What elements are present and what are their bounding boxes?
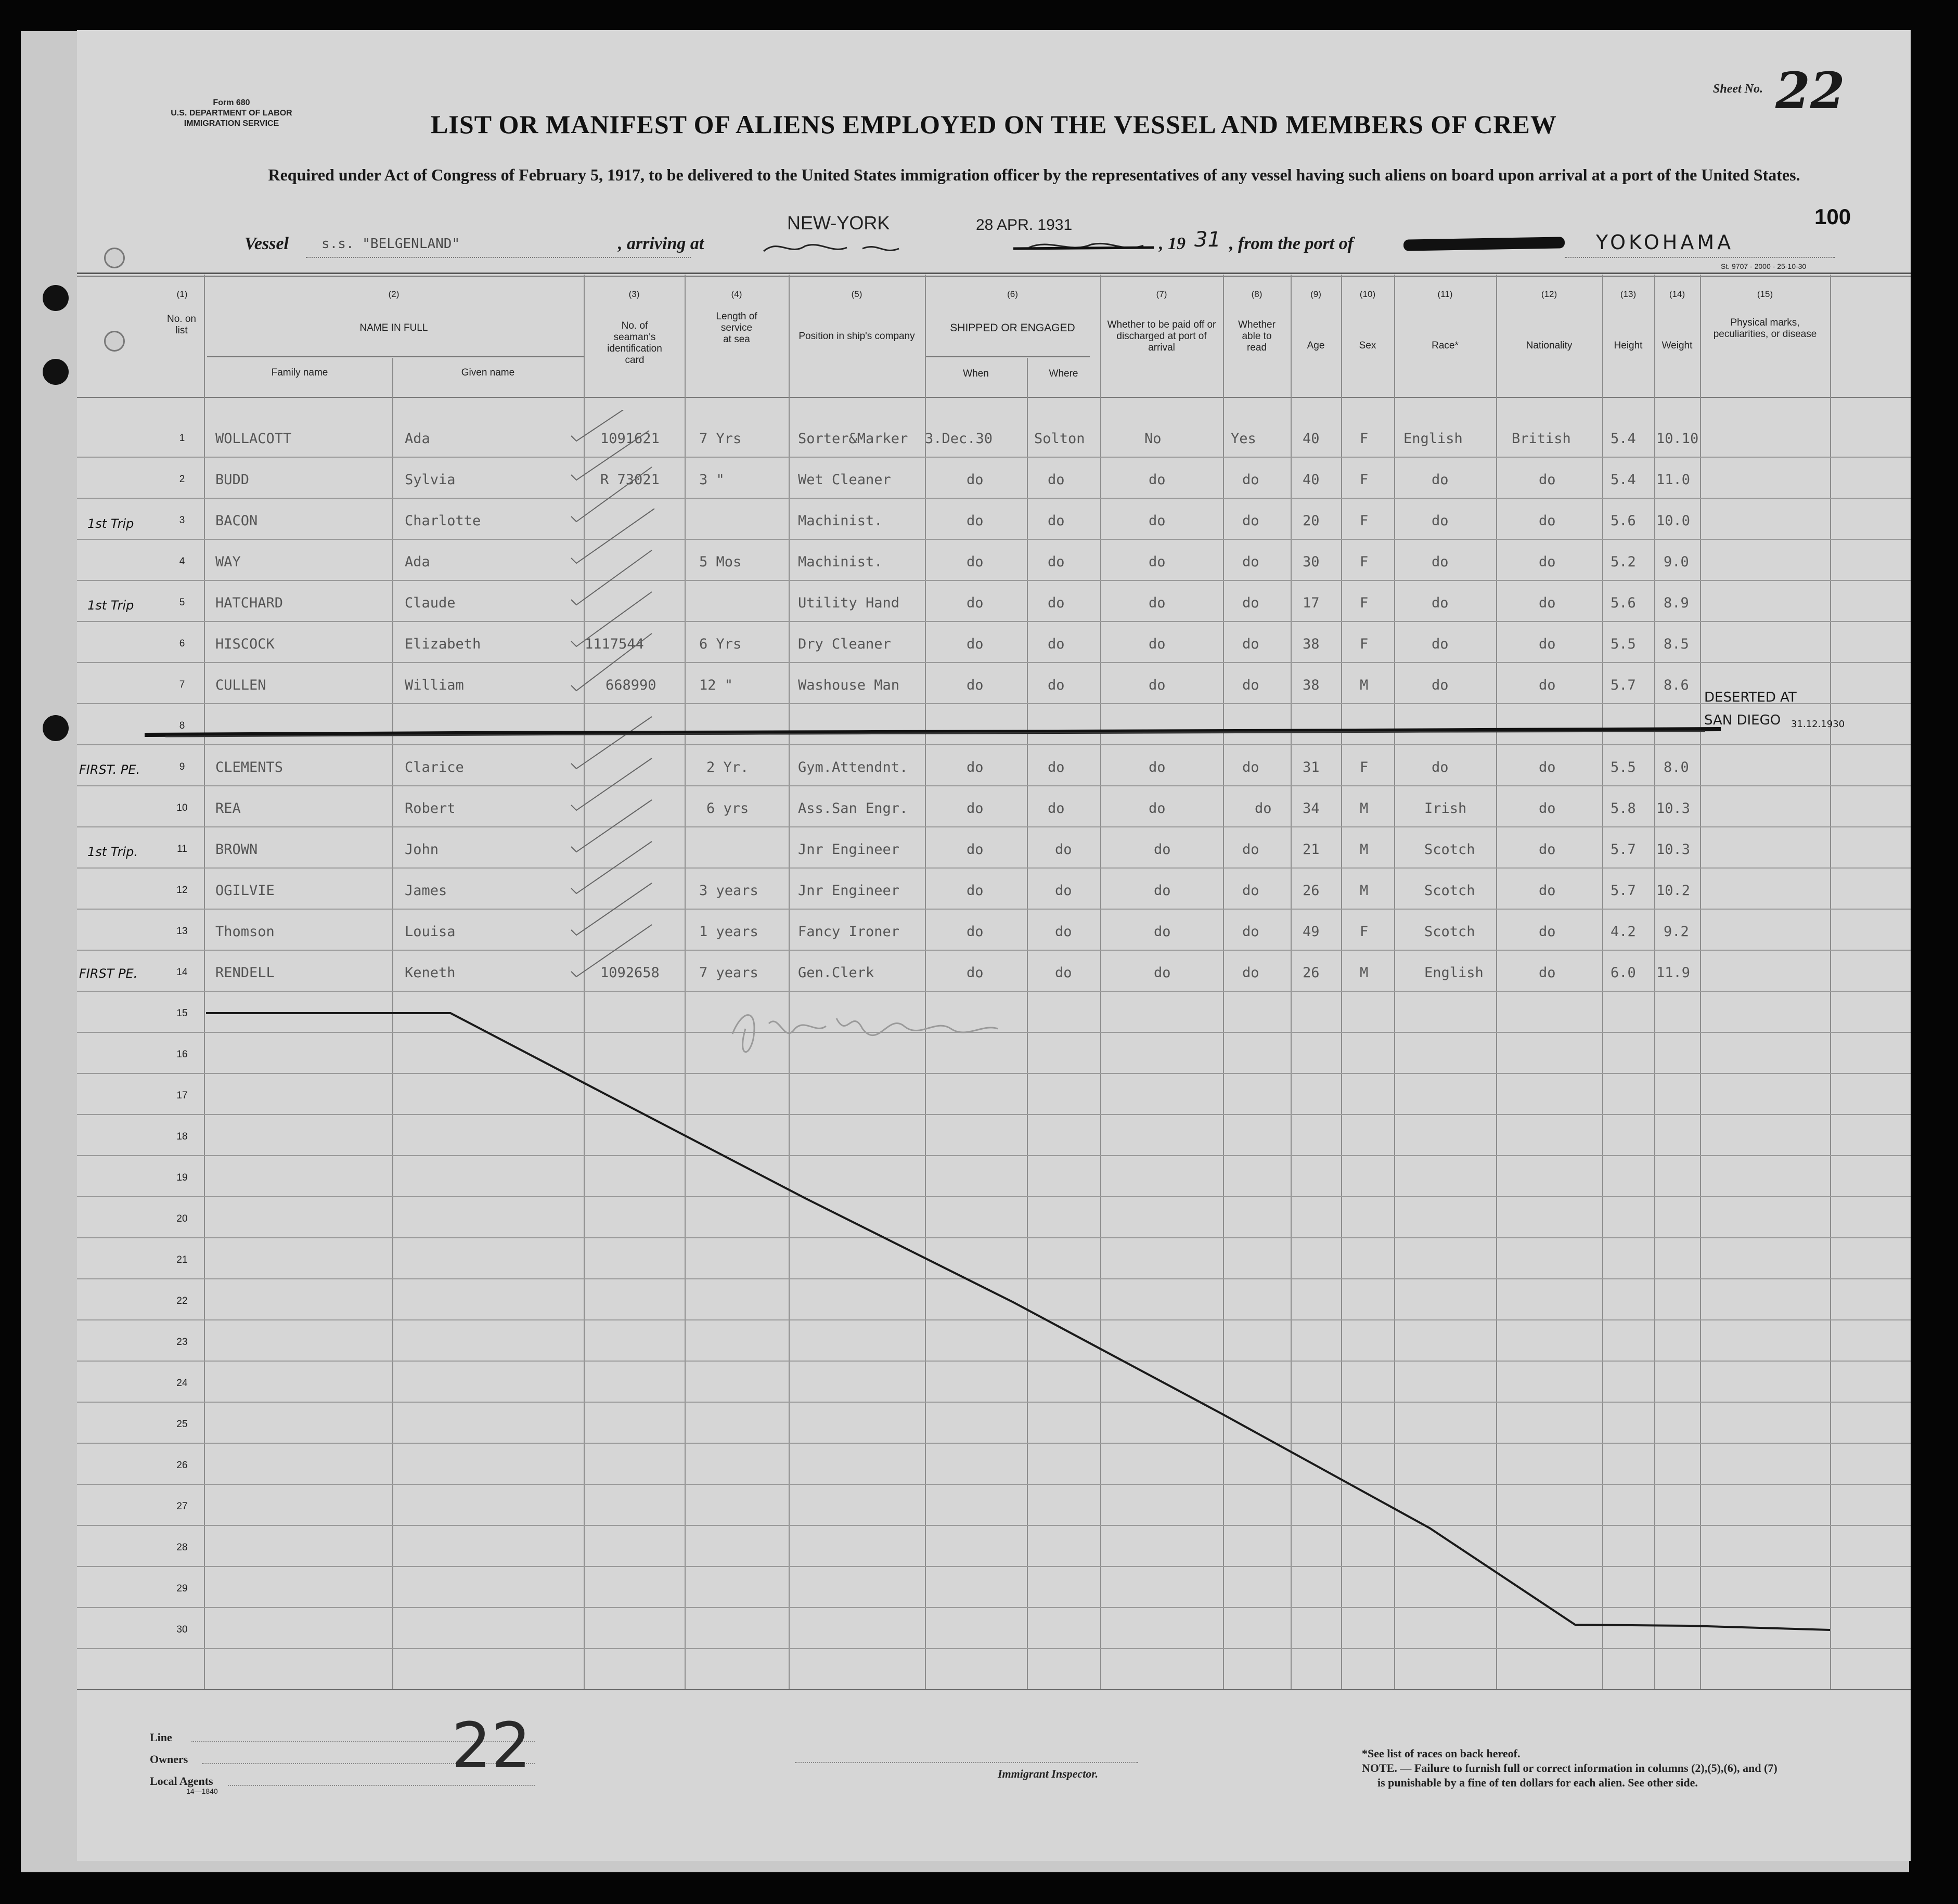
margin-note: FIRST PE.: [79, 966, 138, 981]
arriving-port: NEW-YORK: [787, 212, 890, 234]
row-number: 10: [176, 802, 188, 813]
weight: 10.3: [1656, 841, 1691, 858]
sheet-number: 22: [1775, 61, 1845, 120]
paid-off: do: [1149, 800, 1166, 817]
age: 26: [1303, 883, 1320, 899]
family-name: HISCOCK: [215, 636, 275, 652]
row-number: 3: [179, 515, 185, 526]
sex: M: [1360, 800, 1369, 817]
service-name: IMMIGRATION SERVICE: [184, 119, 279, 128]
service-length: 5 Mos: [699, 554, 742, 570]
footer-sheet-number: 22: [452, 1710, 531, 1782]
able-to-read: do: [1242, 554, 1259, 570]
from-port: YOKOHAMA: [1596, 231, 1734, 254]
age: 31: [1303, 759, 1320, 775]
race: Scotch: [1424, 924, 1475, 940]
sex: M: [1360, 965, 1369, 981]
form-number: Form 680: [213, 98, 250, 107]
age: 49: [1303, 924, 1320, 940]
given-name: William: [405, 677, 464, 693]
header-height: Height: [1614, 340, 1643, 351]
header-weight: Weight: [1661, 340, 1693, 351]
paid-off: do: [1149, 595, 1166, 611]
header-when: When: [963, 368, 989, 379]
race: do: [1432, 677, 1449, 693]
paid-off: do: [1154, 883, 1171, 899]
height: 5.5: [1611, 636, 1636, 652]
able-to-read: do: [1242, 636, 1259, 652]
age: 38: [1303, 636, 1320, 652]
given-name: John: [405, 841, 439, 858]
year-prefix: , 19: [1159, 234, 1186, 253]
line-label: Line: [150, 1731, 172, 1744]
position: Sorter&Marker: [798, 431, 908, 447]
nationality: do: [1539, 636, 1556, 652]
column-number: (1): [176, 289, 188, 299]
position: Ass.San Engr.: [798, 800, 908, 817]
shipped-when: do: [967, 883, 984, 899]
nationality: do: [1539, 759, 1556, 775]
deserted-annotation: DESERTED AT: [1704, 690, 1797, 705]
row-number: 4: [179, 556, 185, 567]
race: do: [1432, 554, 1449, 570]
family-name: Thomson: [215, 924, 275, 940]
paid-off: No: [1144, 431, 1162, 447]
binder-hole: [43, 285, 69, 311]
shipped-where: Solton: [1034, 431, 1085, 447]
manifest-sheet: [77, 30, 1911, 1861]
sex: F: [1360, 759, 1369, 775]
page-count: 100: [1814, 204, 1851, 229]
able-to-read: do: [1242, 513, 1259, 529]
page-title: LIST OR MANIFEST OF ALIENS EMPLOYED ON THE VESSEL AND MEMBERS OF CREW: [431, 110, 1557, 139]
shipped-when: do: [967, 513, 984, 529]
weight: 9.2: [1664, 924, 1689, 940]
header-name-in-full: NAME IN FULL: [359, 322, 428, 333]
nationality: do: [1539, 472, 1556, 488]
position: Gym.Attendnt.: [798, 759, 908, 775]
print-reference: St. 9707 - 2000 - 25-10-30: [1721, 262, 1807, 270]
service-length: 6 Yrs: [699, 636, 742, 652]
header-length-of-service: Length of service at sea: [716, 311, 757, 345]
height: 5.5: [1611, 759, 1636, 775]
family-name: BACON: [215, 513, 258, 529]
position: Utility Hand: [798, 595, 900, 611]
able-to-read: do: [1242, 595, 1259, 611]
age: 40: [1303, 431, 1320, 447]
shipped-when: do: [967, 800, 984, 817]
header-position: Position in ship's company: [798, 331, 915, 342]
service-length: 7 Yrs: [699, 431, 742, 447]
given-name: Ada: [405, 431, 430, 447]
nationality: do: [1539, 513, 1556, 529]
position: Jnr Engineer: [798, 841, 900, 858]
given-name: Charlotte: [405, 513, 481, 529]
column-number: (5): [851, 289, 862, 299]
shipped-when: do: [967, 595, 984, 611]
row-number: 22: [176, 1296, 188, 1306]
shipped-when: do: [967, 554, 984, 570]
margin-note: 1st Trip: [87, 516, 134, 531]
given-name: Louisa: [405, 924, 456, 940]
weight: 8.6: [1664, 677, 1689, 693]
row-number: 14: [176, 967, 188, 978]
race: do: [1432, 636, 1449, 652]
race: do: [1432, 472, 1449, 488]
family-name: HATCHARD: [215, 595, 284, 611]
nationality: do: [1539, 924, 1556, 940]
shipped-when: do: [967, 636, 984, 652]
position: Fancy Ironer: [798, 924, 900, 940]
column-number: (12): [1541, 289, 1557, 299]
age: 26: [1303, 965, 1320, 981]
weight: 10.2: [1656, 883, 1691, 899]
header-id-card: No. of seaman's identification card: [607, 320, 662, 366]
header-able-to-read: Whether able to read: [1238, 319, 1276, 353]
binder-hole: [43, 715, 69, 741]
weight: 10.3: [1656, 800, 1691, 817]
able-to-read: do: [1242, 841, 1259, 858]
nationality: do: [1539, 595, 1556, 611]
able-to-read: do: [1242, 472, 1259, 488]
nationality: do: [1539, 677, 1556, 693]
header-shipped-or-engaged: SHIPPED OR ENGAGED: [950, 322, 1075, 334]
row-number: 24: [176, 1378, 188, 1389]
weight: 8.9: [1664, 595, 1689, 611]
height: 4.2: [1611, 924, 1636, 940]
header-where: Where: [1049, 368, 1078, 379]
age: 40: [1303, 472, 1320, 488]
shipped-when: do: [967, 965, 984, 981]
weight: 8.5: [1664, 636, 1689, 652]
local-agents-label: Local Agents: [150, 1775, 213, 1788]
row-number: 7: [179, 679, 185, 690]
age: 38: [1303, 677, 1320, 693]
page-subtitle: Required under Act of Congress of February 5, 1917, to be delivered to the United States immigration officer by the representatives of any vessel having such aliens on board upon arrival at a port of the United States.: [268, 165, 1800, 184]
paid-off: do: [1154, 924, 1171, 940]
race: Scotch: [1424, 883, 1475, 899]
sex: F: [1360, 924, 1369, 940]
header-given-name: Given name: [461, 367, 515, 378]
row-number: 28: [176, 1542, 188, 1553]
row-number: 8: [179, 720, 185, 731]
paid-off: do: [1154, 841, 1171, 858]
column-number: (6): [1007, 289, 1018, 299]
row-number: 18: [176, 1131, 188, 1142]
inspector-field: [795, 1762, 1138, 1763]
family-name: WOLLACOTT: [215, 431, 292, 447]
weight: 9.0: [1664, 554, 1689, 570]
race: Irish: [1424, 800, 1467, 817]
row-number: 1: [179, 433, 185, 444]
age: 20: [1303, 513, 1320, 529]
able-to-read: do: [1242, 965, 1259, 981]
deserted-location: SAN DIEGO: [1704, 713, 1781, 728]
row-number: 5: [179, 597, 185, 608]
shipped-when: do: [967, 924, 984, 940]
margin-note: 1st Trip: [87, 598, 134, 613]
column-number: (4): [731, 289, 742, 299]
owners-label: Owners: [150, 1753, 188, 1766]
age: 34: [1303, 800, 1320, 817]
paid-off: do: [1149, 554, 1166, 570]
able-to-read: do: [1242, 677, 1259, 693]
margin-note: 1st Trip.: [87, 845, 138, 859]
race: do: [1432, 759, 1449, 775]
position: Machinist.: [798, 513, 883, 529]
given-name: Ada: [405, 554, 430, 570]
nationality: do: [1539, 800, 1556, 817]
race: do: [1432, 595, 1449, 611]
column-number: (8): [1251, 289, 1263, 299]
family-name: CLEMENTS: [215, 759, 284, 775]
row-number: 20: [176, 1213, 188, 1224]
able-to-read: Yes: [1231, 431, 1256, 447]
family-name: BROWN: [215, 841, 258, 858]
shipped-when: do: [967, 472, 984, 488]
row-number: 23: [176, 1337, 188, 1348]
department-name: U.S. DEPARTMENT OF LABOR: [171, 109, 292, 118]
shipped-where: do: [1048, 513, 1065, 529]
position: Jnr Engineer: [798, 883, 900, 899]
header-sex: Sex: [1359, 340, 1376, 351]
header-race: Race*: [1432, 340, 1459, 351]
races-note: *See list of races on back hereof.: [1362, 1747, 1521, 1760]
height: 5.4: [1611, 472, 1636, 488]
paid-off: do: [1149, 636, 1166, 652]
penalty-note: NOTE. — Failure to furnish full or correct information in columns (2),(5),(6), and (7): [1362, 1761, 1777, 1775]
row-number: 9: [179, 761, 185, 772]
position: Wet Cleaner: [798, 472, 891, 488]
paid-off: do: [1149, 472, 1166, 488]
height: 5.7: [1611, 883, 1636, 899]
given-name: Claude: [405, 595, 456, 611]
row-number: 21: [176, 1254, 188, 1265]
family-name: BUDD: [215, 472, 250, 488]
column-number: (11): [1437, 289, 1453, 299]
position: Dry Cleaner: [798, 636, 891, 652]
shipped-where: do: [1055, 841, 1072, 858]
race: English: [1403, 431, 1463, 447]
shipped-when: do: [967, 841, 984, 858]
weight: 11.0: [1656, 472, 1691, 488]
position: Washouse Man: [798, 677, 900, 693]
able-to-read: do: [1242, 883, 1259, 899]
column-number: (2): [388, 289, 400, 299]
shipped-where: do: [1048, 759, 1065, 775]
row-number: 11: [177, 844, 187, 854]
given-name: James: [405, 883, 447, 899]
height: 5.7: [1611, 841, 1636, 858]
arrival-date-stamp: 28 APR. 1931: [976, 216, 1073, 234]
shipped-where: do: [1055, 883, 1072, 899]
height: 6.0: [1611, 965, 1636, 981]
nationality: do: [1539, 554, 1556, 570]
service-length: 2 Yr.: [706, 759, 749, 775]
row-number: 6: [179, 638, 185, 649]
header-no-on-list: No. on list: [167, 314, 196, 336]
column-number: (7): [1156, 289, 1167, 299]
race: English: [1424, 965, 1484, 981]
row-number: 16: [176, 1049, 188, 1060]
shipped-where: do: [1048, 472, 1065, 488]
sex: M: [1360, 677, 1369, 693]
weight: 10.10: [1656, 431, 1699, 447]
able-to-read: do: [1255, 800, 1272, 817]
weight: 11.9: [1656, 965, 1691, 981]
able-to-read: do: [1242, 924, 1259, 940]
service-length: 3 ": [699, 472, 725, 488]
shipped-where: do: [1055, 924, 1072, 940]
binder-hole: [43, 359, 69, 385]
penalty-note-continued: is punishable by a fine of ten dollars for each alien. See other side.: [1377, 1776, 1698, 1789]
vessel-name: s.s. "BELGENLAND": [321, 236, 460, 252]
service-length: 3 years: [699, 883, 758, 899]
family-name: OGILVIE: [215, 883, 275, 899]
age: 17: [1303, 595, 1320, 611]
height: 5.6: [1611, 595, 1636, 611]
able-to-read: do: [1242, 759, 1259, 775]
paid-off: do: [1149, 759, 1166, 775]
shipped-where: do: [1048, 636, 1065, 652]
sex: F: [1360, 554, 1369, 570]
header-nationality: Nationality: [1526, 340, 1573, 351]
id-card: R 73021: [600, 472, 660, 488]
row-number: 27: [176, 1501, 188, 1512]
given-name: Clarice: [405, 759, 464, 775]
weight: 10.0: [1656, 513, 1691, 529]
family-name: WAY: [215, 554, 241, 570]
sex: F: [1360, 472, 1369, 488]
height: 5.4: [1611, 431, 1636, 447]
header-paid-off: Whether to be paid off or discharged at port of arrival: [1107, 319, 1216, 353]
header-age: Age: [1307, 340, 1325, 351]
row-number: 25: [176, 1419, 188, 1430]
local-agents-field: [228, 1785, 535, 1786]
year-value: 31: [1194, 228, 1221, 252]
family-name: RENDELL: [215, 965, 275, 981]
height: 5.6: [1611, 513, 1636, 529]
nationality: do: [1539, 883, 1556, 899]
given-name: Robert: [405, 800, 456, 817]
shipped-when: 3.Dec.30: [925, 431, 993, 447]
shipped-where: do: [1048, 677, 1065, 693]
paid-off: do: [1154, 965, 1171, 981]
deserted-date: 31.12.1930: [1791, 719, 1845, 730]
age: 30: [1303, 554, 1320, 570]
given-name: Elizabeth: [405, 636, 481, 652]
row-number: 26: [176, 1460, 188, 1471]
nationality: British: [1512, 431, 1571, 447]
row-number: 19: [176, 1172, 188, 1183]
shipped-where: do: [1055, 965, 1072, 981]
sex: F: [1360, 595, 1369, 611]
race: Scotch: [1424, 841, 1475, 858]
service-length: 6 yrs: [706, 800, 749, 817]
family-name: REA: [215, 800, 241, 817]
header-physical-marks: Physical marks, peculiarities, or disease: [1713, 317, 1817, 340]
position: Machinist.: [798, 554, 883, 570]
id-card: 1117544: [585, 636, 644, 652]
service-length: 1 years: [699, 924, 758, 940]
weight: 8.0: [1664, 759, 1689, 775]
race: do: [1432, 513, 1449, 529]
age: 21: [1303, 841, 1320, 858]
sex: F: [1360, 513, 1369, 529]
column-number: (9): [1310, 289, 1321, 299]
column-number: (13): [1620, 289, 1637, 299]
family-name: CULLEN: [215, 677, 266, 693]
given-name: Keneth: [405, 965, 456, 981]
margin-note: FIRST. PE.: [79, 762, 140, 777]
service-length: 7 years: [699, 965, 758, 981]
header-family-name: Family name: [271, 367, 328, 378]
shipped-when: do: [967, 677, 984, 693]
shipped-when: do: [967, 759, 984, 775]
position: Gen.Clerk: [798, 965, 874, 981]
cancellation-line: [77, 30, 1911, 1746]
id-card: 668990: [606, 677, 656, 693]
id-card: 1091621: [600, 431, 660, 447]
row-number: 30: [176, 1624, 188, 1635]
sex: M: [1360, 841, 1369, 858]
paid-off: do: [1149, 677, 1166, 693]
agents-reference: 14—1840: [186, 1787, 218, 1795]
service-length: 12 ": [699, 677, 733, 693]
row-number: 2: [179, 474, 185, 485]
sheet-number-label: Sheet No.: [1713, 82, 1763, 96]
nationality: do: [1539, 965, 1556, 981]
inspector-label: Immigrant Inspector.: [998, 1767, 1099, 1780]
row-number: 15: [176, 1008, 188, 1019]
sex: F: [1360, 636, 1369, 652]
column-number: (14): [1669, 289, 1685, 299]
inspector-signature: [722, 998, 1013, 1065]
shipped-where: do: [1048, 595, 1065, 611]
height: 5.7: [1611, 677, 1636, 693]
shipped-where: do: [1048, 800, 1065, 817]
column-number: (10): [1359, 289, 1376, 299]
arriving-label: , arriving at: [618, 234, 704, 253]
paid-off: do: [1149, 513, 1166, 529]
row-number: 12: [176, 885, 188, 896]
column-number: (15): [1757, 289, 1773, 299]
sex: F: [1360, 431, 1369, 447]
nationality: do: [1539, 841, 1556, 858]
vessel-label: Vessel: [244, 234, 289, 253]
row-number: 29: [176, 1583, 188, 1594]
given-name: Sylvia: [405, 472, 456, 488]
id-card: 1092658: [600, 965, 660, 981]
height: 5.2: [1611, 554, 1636, 570]
column-number: (3): [628, 289, 640, 299]
height: 5.8: [1611, 800, 1636, 817]
row-number: 17: [176, 1090, 188, 1101]
row-number: 13: [176, 926, 188, 937]
shipped-where: do: [1048, 554, 1065, 570]
from-port-label: , from the port of: [1229, 234, 1354, 253]
sex: M: [1360, 883, 1369, 899]
